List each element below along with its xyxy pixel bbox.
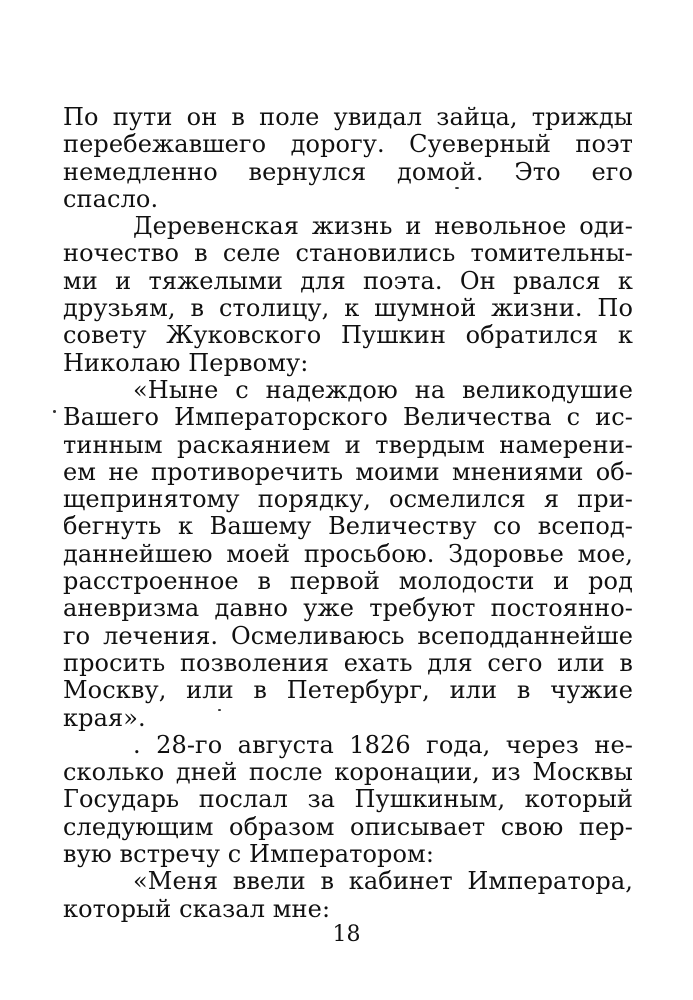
text-line: расстроенное в первой молодости и род xyxy=(63,567,633,596)
text-line: Вашего Императорского Величества с ис- xyxy=(63,403,633,432)
print-speck xyxy=(53,410,56,413)
text-line: аневризма давно уже требуют постоянно- xyxy=(63,594,633,623)
print-speck xyxy=(218,709,221,711)
text-line: который сказал мне: xyxy=(63,894,331,923)
text-line: просить позволения ехать для сего или в xyxy=(63,648,633,677)
text-line: края». xyxy=(63,703,146,732)
text-line: даннейшею моей просьбою. Здоровье мое, xyxy=(63,539,633,568)
text-line: перебежавшего дорогу. Суеверный поэт xyxy=(63,130,633,159)
text-line: вую встречу с Императором: xyxy=(63,840,435,869)
text-line: ем не противоречить моими мнениями об- xyxy=(63,457,633,486)
text-line: сколько дней после коронации, из Москвы xyxy=(63,758,633,787)
text-line: По пути он в поле увидал зайца, трижды xyxy=(63,103,633,131)
page-number: 18 xyxy=(332,922,361,947)
text-line: го лечения. Осмеливаюсь всеподданнейше xyxy=(63,621,633,650)
text-line: спасло. xyxy=(63,184,159,213)
text-line: Николаю Первому: xyxy=(63,348,309,377)
text-line: Государь послал за Пушкиным, который xyxy=(63,785,633,814)
text-line: ночество в селе становились томительны- xyxy=(63,239,633,268)
text-line: . 28-го августа 1826 года, через не- xyxy=(133,730,633,759)
print-speck xyxy=(455,187,459,189)
text-line: друзьям, в столицу, к шумной жизни. По xyxy=(63,294,633,323)
text-line: ми и тяжелыми для поэта. Он рвался к xyxy=(63,266,633,295)
text-line: щепринятому порядку, осмелился я при- xyxy=(63,485,633,514)
text-line: бегнуть к Вашему Величеству со всепод- xyxy=(63,512,633,541)
text-line: следующим образом описывает свою пер- xyxy=(63,812,633,841)
text-line: Москву, или в Петербург, или в чужие xyxy=(63,676,633,705)
text-line: Деревенская жизнь и невольное оди- xyxy=(133,212,633,241)
text-line: «Меня ввели в кабинет Императора, xyxy=(133,867,633,896)
text-line: «Ныне с надеждою на великодушие xyxy=(133,375,633,404)
text-line: совету Жуковского Пушкин обратился к xyxy=(63,321,633,350)
text-line: немедленно вернулся домой. Это его xyxy=(63,157,633,186)
body-text xyxy=(63,104,633,923)
text-line: тинным раскаянием и твердым намерени- xyxy=(63,430,633,459)
